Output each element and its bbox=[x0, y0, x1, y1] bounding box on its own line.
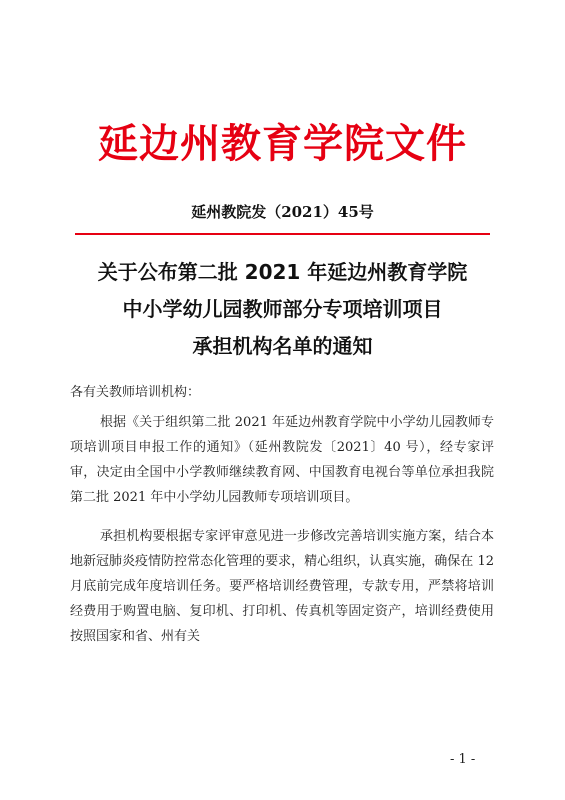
body-paragraph-2: 承担机构要根据专家评审意见进一步修改完善培训实施方案，结合本地新冠肺炎疫情防控常态化管理的要求，精心组织，认真实施，确保在 12 月底前完成年度培训任务。要严格培训经费管理，专款专用，严禁将培训经费用于购置电脑、复印机、打印机、传真机等固定资产，培训经费使用按照国家和省、州有关 bbox=[70, 529, 494, 644]
notice-title bbox=[0, 254, 565, 365]
salutation: 各有关教师培训机构： bbox=[70, 385, 201, 400]
notice-title-line-2: 中小学幼儿园教师部分专项培训项目 bbox=[122, 297, 443, 321]
body-paragraph-1: 根据《关于组织第二批 2021 年延边州教育学院中小学幼儿园教师专项培训项目申报工作的通知》（延州教院发〔2021〕40 号），经专家评审，决定由全国中小学教师继续教育网、中国教育电视台等单位承担我院第二批 2021 年中小学幼儿园教师专项培训项目。 bbox=[70, 415, 494, 505]
document-number: 延州教院发（2021）45号 bbox=[191, 203, 374, 221]
notice-title-line-1: 关于公布第二批 2021 年延边州教育学院 bbox=[97, 260, 468, 284]
notice-body bbox=[70, 380, 494, 663]
header-divider bbox=[75, 233, 490, 235]
notice-title-line-3: 承担机构名单的通知 bbox=[192, 334, 373, 358]
document-header-title: 延边州教育学院文件 bbox=[98, 121, 467, 167]
page-number: - 1 - bbox=[450, 752, 476, 767]
